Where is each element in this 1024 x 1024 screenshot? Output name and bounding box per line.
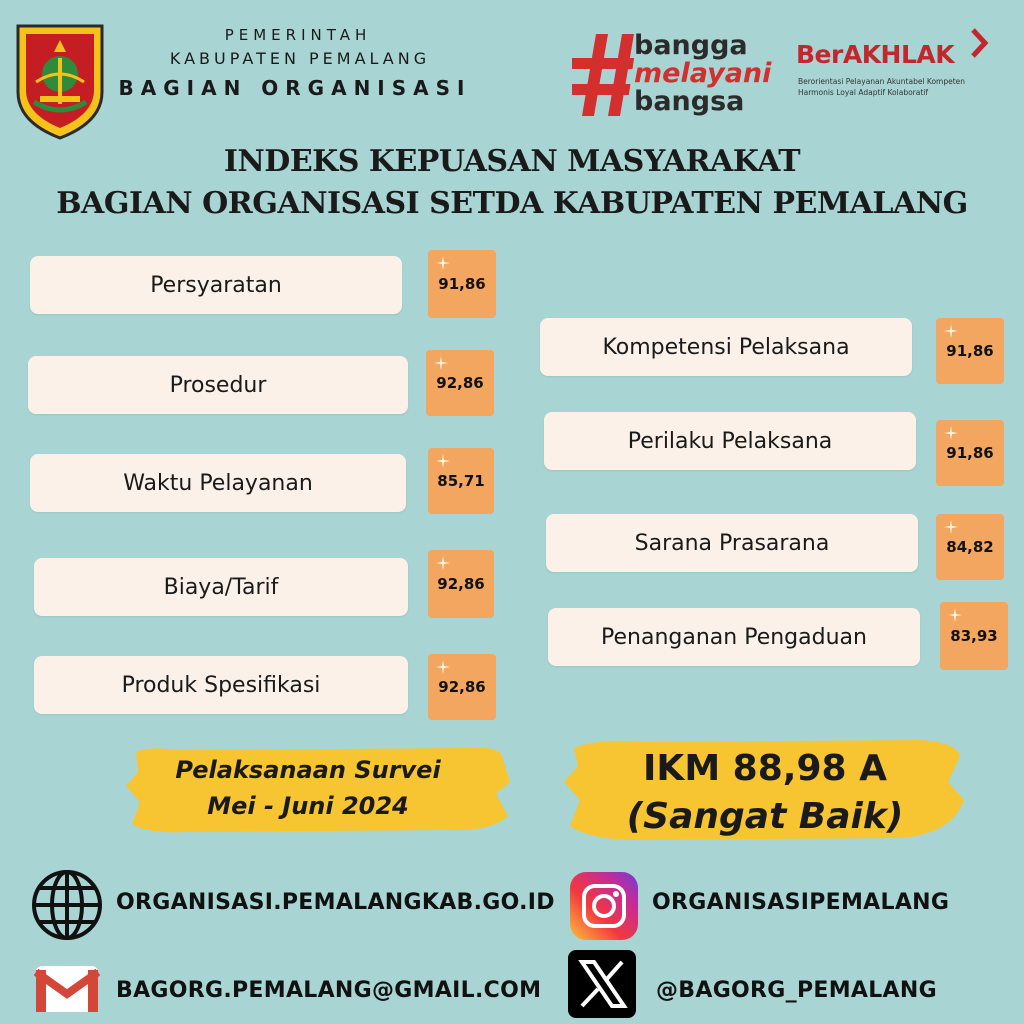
sparkle-icon xyxy=(944,520,958,534)
score-box-waktu-pelayanan xyxy=(428,448,494,514)
score-box-perilaku-pelaksana xyxy=(936,420,1004,486)
sparkle-icon xyxy=(944,426,958,440)
score-value: 91,86 xyxy=(946,342,994,360)
indicator-card-perilaku-pelaksana: Perilaku Pelaksana xyxy=(544,412,916,470)
bangga-word-1: bangga xyxy=(634,30,748,61)
header-line-1: PEMERINTAH xyxy=(224,26,372,44)
score-box-prosedur xyxy=(426,350,494,416)
indicator-card-kompetensi-pelaksana: Kompetensi Pelaksana xyxy=(540,318,912,376)
survey-line-1: Pelaksanaan Survei xyxy=(175,756,441,784)
score-value: 92,86 xyxy=(438,678,486,696)
x-icon xyxy=(568,950,636,1018)
score-value: 91,86 xyxy=(438,275,486,293)
score-value: 91,86 xyxy=(946,444,994,462)
score-value: 92,86 xyxy=(437,575,485,593)
ikm-category: (Sangat Baik) xyxy=(626,796,904,837)
instagram-icon xyxy=(570,872,638,940)
indicator-card-prosedur: Prosedur xyxy=(28,356,408,414)
bangga-word-3: bangsa xyxy=(634,86,745,117)
globe-icon xyxy=(30,868,104,942)
gmail-icon xyxy=(34,962,100,1016)
score-box-kompetensi-pelaksana xyxy=(936,318,1004,384)
survey-line-2: Mei - Juni 2024 xyxy=(207,792,409,820)
ikm-result-banner xyxy=(560,736,970,837)
page-title-line-2: BAGIAN ORGANISASI SETDA KABUPATEN PEMALANG xyxy=(56,186,968,221)
score-box-persyaratan xyxy=(428,250,496,318)
score-box-sarana-prasarana xyxy=(936,514,1004,580)
page-title-line-1: INDEKS KEPUASAN MASYARAKAT xyxy=(223,144,801,179)
indicator-card-produk-spesifikasi: Produk Spesifikasi xyxy=(34,656,408,714)
bangga-melayani-bangsa-logo xyxy=(572,30,787,120)
ikm-score: IKM 88,98 A xyxy=(643,748,887,789)
score-box-produk-spesifikasi xyxy=(428,654,496,720)
chevron-right-icon xyxy=(968,26,990,60)
hash-icon xyxy=(572,30,642,120)
email-link[interactable]: BAGORG.PEMALANG@GMAIL.COM xyxy=(116,978,542,1003)
header-line-2: KABUPATEN PEMALANG xyxy=(169,49,431,68)
sparkle-icon xyxy=(436,556,450,570)
sparkle-icon xyxy=(436,256,450,270)
sparkle-icon xyxy=(948,608,962,622)
score-value: 84,82 xyxy=(946,538,994,556)
score-box-penanganan-pengaduan xyxy=(940,602,1008,670)
indicator-card-sarana-prasarana: Sarana Prasarana xyxy=(546,514,918,572)
berakhlak-logo xyxy=(796,40,1011,120)
indicator-card-penanganan-pengaduan: Penanganan Pengaduan xyxy=(548,608,920,666)
sparkle-icon xyxy=(434,356,448,370)
indicator-card-biaya-tarif: Biaya/Tarif xyxy=(34,558,408,616)
instagram-handle[interactable]: ORGANISASIPEMALANG xyxy=(652,890,950,915)
indicator-card-waktu-pelayanan: Waktu Pelayanan xyxy=(30,454,406,512)
berakhlak-sub-1: Berorientasi Pelayanan Akuntabel Kompeten xyxy=(798,77,966,86)
score-value: 92,86 xyxy=(436,374,484,392)
sparkle-icon xyxy=(436,660,450,674)
score-value: 85,71 xyxy=(437,472,485,490)
score-value: 83,93 xyxy=(950,627,998,645)
sparkle-icon xyxy=(944,324,958,338)
pemalang-crest-icon xyxy=(14,22,106,142)
website-link[interactable]: ORGANISASI.PEMALANGKAB.GO.ID xyxy=(116,890,555,915)
survey-period-banner xyxy=(118,742,498,838)
x-handle[interactable]: @BAGORG_PEMALANG xyxy=(656,978,937,1003)
bangga-word-2: melayani xyxy=(634,58,772,89)
sparkle-icon xyxy=(436,454,450,468)
indicator-card-persyaratan: Persyaratan xyxy=(30,256,402,314)
header-line-3: BAGIAN ORGANISASI xyxy=(118,76,472,100)
score-box-biaya-tarif xyxy=(428,550,494,618)
berakhlak-sub-2: Harmonis Loyal Adaptif Kolaboratif xyxy=(798,88,929,97)
berakhlak-title: BerAKHLAK xyxy=(796,40,955,69)
